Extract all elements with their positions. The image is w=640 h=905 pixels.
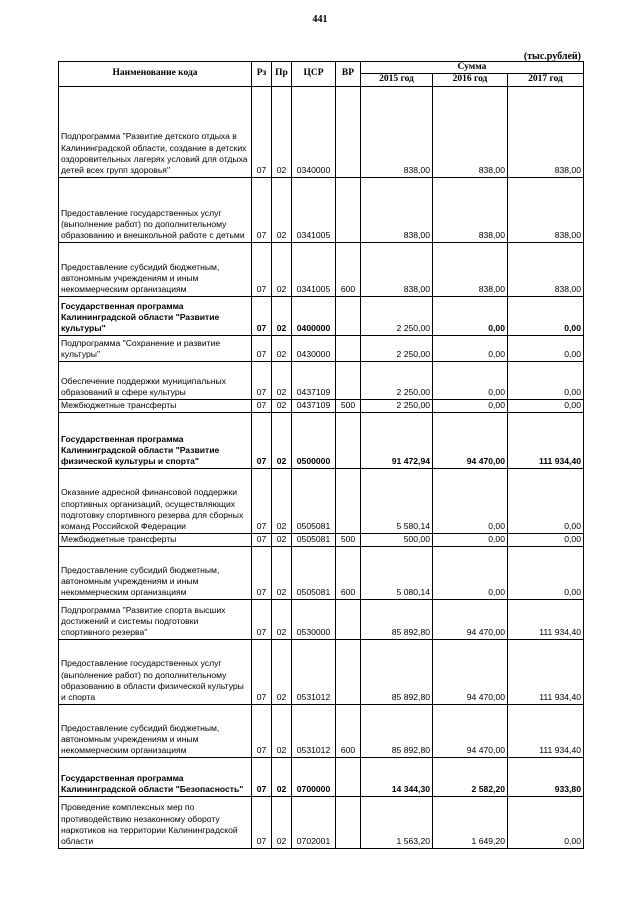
row-name: Предоставление субсидий бюджетным, автономным учреждениям и иным некоммерческим организациям [59, 546, 252, 599]
row-rz: 07 [252, 757, 272, 796]
row-csr: 0430000 [292, 335, 336, 361]
row-2017: 838,00 [508, 86, 584, 177]
row-2016: 94 470,00 [433, 412, 508, 468]
row-vr: 600 [336, 546, 361, 599]
table-row [59, 86, 584, 177]
row-2015: 14 344,30 [361, 757, 433, 796]
table-row [59, 468, 584, 533]
row-name: Подпрограмма "Развитие спорта высших достижений и системы подготовки спортивного резерва" [59, 599, 252, 639]
row-csr: 0437109 [292, 399, 336, 412]
row-name: Проведение комплексных мер по противодействию незаконному обороту наркотиков на территории Калининградской области [59, 796, 252, 848]
row-vr [336, 757, 361, 796]
row-2015: 1 563,20 [361, 796, 433, 848]
row-2017: 0,00 [508, 533, 584, 546]
row-2016: 0,00 [433, 468, 508, 533]
header-csr: ЦСР [292, 62, 336, 87]
row-2015: 2 250,00 [361, 399, 433, 412]
row-2017: 933,80 [508, 757, 584, 796]
table-row [59, 704, 584, 757]
row-vr [336, 412, 361, 468]
row-vr [336, 361, 361, 399]
table-row [59, 399, 584, 412]
row-pr: 02 [272, 599, 292, 639]
row-2015: 5 580,14 [361, 468, 433, 533]
row-vr: 600 [336, 704, 361, 757]
row-2015: 500,00 [361, 533, 433, 546]
row-vr [336, 599, 361, 639]
header-2016: 2016 год [433, 74, 508, 86]
row-2017: 0,00 [508, 361, 584, 399]
row-vr [336, 296, 361, 335]
row-rz: 07 [252, 796, 272, 848]
row-2017: 0,00 [508, 546, 584, 599]
row-csr: 0531012 [292, 639, 336, 704]
table-row [59, 639, 584, 704]
row-rz: 07 [252, 177, 272, 242]
row-csr: 0700000 [292, 757, 336, 796]
row-2015: 2 250,00 [361, 335, 433, 361]
header-vr: ВР [336, 62, 361, 87]
row-2017: 0,00 [508, 335, 584, 361]
row-csr: 0341005 [292, 242, 336, 296]
budget-table [58, 61, 584, 849]
row-rz: 07 [252, 296, 272, 335]
row-pr: 02 [272, 546, 292, 599]
row-pr: 02 [272, 468, 292, 533]
row-rz: 07 [252, 468, 272, 533]
table-row [59, 335, 584, 361]
header-rz: Рз [252, 62, 272, 87]
row-name: Подпрограмма "Сохранение и развитие культуры" [59, 335, 252, 361]
row-2017: 111 934,40 [508, 639, 584, 704]
header-sum: Сумма [361, 62, 584, 74]
row-2017: 838,00 [508, 177, 584, 242]
row-pr: 02 [272, 639, 292, 704]
table-row [59, 361, 584, 399]
row-rz: 07 [252, 704, 272, 757]
row-vr: 500 [336, 399, 361, 412]
page-number: 441 [312, 14, 328, 25]
row-vr [336, 177, 361, 242]
row-name: Предоставление государственных услуг (выполнение работ) по дополнительному образованию в области физической культуры и спорта [59, 639, 252, 704]
row-2016: 2 582,20 [433, 757, 508, 796]
row-2016: 1 649,20 [433, 796, 508, 848]
row-name: Предоставление субсидий бюджетным, автономным учреждениям и иным некоммерческим организациям [59, 242, 252, 296]
row-2015: 85 892,80 [361, 704, 433, 757]
row-2016: 94 470,00 [433, 599, 508, 639]
row-csr: 0400000 [292, 296, 336, 335]
row-name: Межбюджетные трансферты [59, 533, 252, 546]
row-2016: 94 470,00 [433, 704, 508, 757]
table-row [59, 796, 584, 848]
row-csr: 0505081 [292, 533, 336, 546]
units-label: (тыс.рублей) [523, 51, 581, 62]
row-name: Государственная программа Калининградской области "Развитие культуры" [59, 296, 252, 335]
row-2016: 0,00 [433, 533, 508, 546]
table-row [59, 533, 584, 546]
row-2017: 838,00 [508, 242, 584, 296]
row-2017: 0,00 [508, 468, 584, 533]
row-2015: 838,00 [361, 242, 433, 296]
row-2016: 0,00 [433, 546, 508, 599]
header-2017: 2017 год [508, 74, 584, 86]
header-name: Наименование кода [59, 62, 252, 87]
row-csr: 0505081 [292, 546, 336, 599]
table-row [59, 177, 584, 242]
row-name: Оказание адресной финансовой поддержки спортивных организаций, осуществляющих подготовку спортивного резерва для сборных команд Российской Федерации [59, 468, 252, 533]
row-2015: 91 472,94 [361, 412, 433, 468]
row-pr: 02 [272, 296, 292, 335]
row-name: Государственная программа Калининградской области "Безопасность" [59, 757, 252, 796]
row-csr: 0340000 [292, 86, 336, 177]
row-2015: 2 250,00 [361, 296, 433, 335]
row-2016: 0,00 [433, 361, 508, 399]
header-pr: Пр [272, 62, 292, 87]
row-pr: 02 [272, 335, 292, 361]
row-vr: 600 [336, 242, 361, 296]
row-2016: 838,00 [433, 86, 508, 177]
row-2017: 111 934,40 [508, 704, 584, 757]
row-2016: 0,00 [433, 399, 508, 412]
row-pr: 02 [272, 704, 292, 757]
row-rz: 07 [252, 639, 272, 704]
table-row [59, 242, 584, 296]
row-pr: 02 [272, 242, 292, 296]
row-2015: 2 250,00 [361, 361, 433, 399]
row-2015: 5 080,14 [361, 546, 433, 599]
row-2016: 0,00 [433, 296, 508, 335]
row-rz: 07 [252, 242, 272, 296]
row-rz: 07 [252, 335, 272, 361]
row-2017: 0,00 [508, 796, 584, 848]
table-row [59, 599, 584, 639]
row-2015: 85 892,80 [361, 639, 433, 704]
row-name: Обеспечение поддержки муниципальных образований в сфере культуры [59, 361, 252, 399]
row-csr: 0530000 [292, 599, 336, 639]
row-rz: 07 [252, 399, 272, 412]
row-csr: 0437109 [292, 361, 336, 399]
row-name: Государственная программа Калининградской области "Развитие физической культуры и спорта" [59, 412, 252, 468]
row-vr: 500 [336, 533, 361, 546]
row-vr [336, 86, 361, 177]
row-pr: 02 [272, 533, 292, 546]
row-csr: 0702001 [292, 796, 336, 848]
row-vr [336, 335, 361, 361]
row-vr [336, 796, 361, 848]
row-rz: 07 [252, 86, 272, 177]
row-2015: 85 892,80 [361, 599, 433, 639]
table-row [59, 546, 584, 599]
row-pr: 02 [272, 757, 292, 796]
row-csr: 0505081 [292, 468, 336, 533]
row-2015: 838,00 [361, 86, 433, 177]
row-csr: 0341005 [292, 177, 336, 242]
row-rz: 07 [252, 546, 272, 599]
row-vr [336, 468, 361, 533]
row-2016: 0,00 [433, 335, 508, 361]
row-csr: 0531012 [292, 704, 336, 757]
row-pr: 02 [272, 86, 292, 177]
row-name: Предоставление субсидий бюджетным, автономным учреждениям и иным некоммерческим организациям [59, 704, 252, 757]
row-pr: 02 [272, 177, 292, 242]
row-pr: 02 [272, 399, 292, 412]
table-row [59, 412, 584, 468]
row-2017: 111 934,40 [508, 412, 584, 468]
row-2015: 838,00 [361, 177, 433, 242]
row-rz: 07 [252, 361, 272, 399]
row-name: Предоставление государственных услуг (выполнение работ) по дополнительному образованию и внешкольной работе с детьми [59, 177, 252, 242]
row-2016: 838,00 [433, 242, 508, 296]
row-2017: 111 934,40 [508, 599, 584, 639]
row-csr: 0500000 [292, 412, 336, 468]
row-pr: 02 [272, 412, 292, 468]
row-rz: 07 [252, 599, 272, 639]
row-2017: 0,00 [508, 399, 584, 412]
row-rz: 07 [252, 412, 272, 468]
header-2015: 2015 год [361, 74, 433, 86]
row-name: Межбюджетные трансферты [59, 399, 252, 412]
row-2016: 94 470,00 [433, 639, 508, 704]
row-rz: 07 [252, 533, 272, 546]
row-2016: 838,00 [433, 177, 508, 242]
row-pr: 02 [272, 361, 292, 399]
table-row [59, 296, 584, 335]
row-name: Подпрограмма "Развитие детского отдыха в Калининградской области, создание в детских оздоровительных лагерях условий для отдыха детей всех групп здоровья" [59, 86, 252, 177]
row-pr: 02 [272, 796, 292, 848]
row-2017: 0,00 [508, 296, 584, 335]
row-vr [336, 639, 361, 704]
table-row [59, 757, 584, 796]
